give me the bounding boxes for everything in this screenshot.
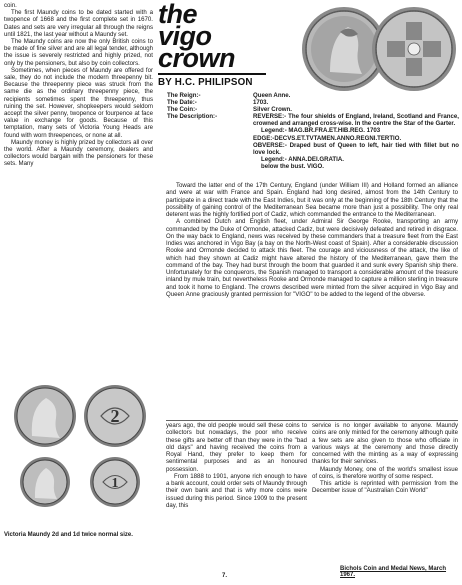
spec-desc-line: EDGE:-DECVS.ET.TVTAMEN.ANNO.REGNI.TERTIO. (253, 134, 402, 142)
spec-desc-line: OBVERSE:- Draped bust of Queen to left, hair tied with fillet but no love lock. (253, 141, 459, 156)
maundy-1d-obverse (20, 457, 70, 507)
maundy-2d-obverse (14, 385, 76, 447)
maundy-1d-reverse (90, 457, 140, 507)
column-paragraph: This article is reprinted with permission from the December issue of "Australian Coin World" (312, 480, 458, 495)
article-paragraph: A combined Dutch and English fleet, under Admiral Sir George Rooke, transporting an army commanded by the Duke of Ormonde, attacked Cadiz, but were decisively defeated and retired in disgrace. On the way back to England, news was received by these commanders that a treasure fleet from the East Indies was anchored in Vigo Bay (a bay on the North-West coast of Spain). After a considerable discussion Rooke and Ormonde decided to attack this fleet. The courage and viciousness of the attack, the like of which had they shown at Cadiz might have altered the history of the Mediterranean, gave them the command of the bay. They had burst through the boom that guarded it and sunk every Spanish ship there. Unfortunately for the conquerors, the Spanish managed to transport a considerable amount of the treasure inland by mule train, but nevertheless Rooke and Ormonde managed to capture a million sterling in treasure and took it home to England. The crowns described were minted from the silver acquired in Vigo Bay and Queen Anne graciously granted permission for "VIGO" to be added to the legend of the obverse. (166, 218, 458, 298)
column-paragraph: service is no longer available to anyone. Maundy coins are only minted for the ceremony although quite a few sets are also given to those who officiate in various ways at the ceremony and those directly concerned with the minting as a way of expressing thanks for their services. (312, 422, 458, 466)
spec-desc-line: Legend:- ANNA.DEI.GRATIA. (261, 155, 344, 163)
vigo-crown-coin-image (300, 2, 458, 96)
section-divider (166, 420, 458, 421)
image-caption: Victoria Maundy 2d and 1d twice normal size. (4, 532, 133, 538)
spec-description-label: The Description:- (167, 113, 218, 121)
svg-text:2: 2 (110, 406, 120, 426)
maundy-2d-reverse (84, 385, 146, 447)
title-line-2: vigo (158, 21, 212, 51)
column-paragraph: years ago, the old people would sell these coins to collectors but nowadays, the poor who receive these gifts are better off than they were in the "bad old days" and having received the coins from a Royal Hand, they prefer to keep them for sentimental purposes and as an honoured possession. (166, 422, 307, 473)
spec-reign-row (167, 92, 459, 99)
article-paragraph: Toward the latter end of the 17th Century, England (under William III) and Holland formed an alliance and were at war with France and Spain. England had long desired, almost from the 14th Century to participate in a direct trade with the East Indies, but it was only at the beginning of the 18th Century that the possibility of gaining control of the Mediterranean Sea became more than just a possibility. The only real deterent was the highly fortified port of Cadiz, which commanded the entrance to the Mediterranean. (166, 182, 458, 218)
bottom-right-column (312, 422, 458, 495)
spec-date-label: The Date:- (167, 99, 197, 107)
column-paragraph: The Maundy coins are now the only British coins to be made of fine silver and are all legal tender, although the issue is severely restricted and highly prized, not only by the pensioners, but also by coin collectors. (4, 38, 153, 67)
spec-date-value: 1703. (253, 99, 269, 107)
spec-desc-line: REVERSE:- The four shields of England, Ireland, Scotland and France, crowned and arranged cross-wise. In the centre the Star of the Garter. (253, 113, 459, 128)
spec-coin-row (167, 106, 459, 113)
column-paragraph: coin. (4, 2, 17, 9)
article-body (166, 182, 458, 298)
column-paragraph: Maundy money is highly prized by collectors all over the world. After a Maundy ceremony, dealers and collectors would bargain with the pensioners for these sets. Many (4, 138, 153, 168)
byline-rule (158, 73, 266, 75)
spec-description-value (253, 113, 459, 170)
page-number: 7. (222, 573, 228, 579)
spec-desc-line: below the bust. VIGO. (261, 162, 324, 170)
title-line-1: the (158, 0, 197, 29)
column-paragraph: From 1888 to 1901, anyone rich enough to have a bank account, could order sets of Maundy through their own bank and that is why more coins were issued during this period. Since 1909 to the present day, this (166, 472, 307, 509)
column-paragraph: The first Maundy coins to be dated started with a twopence of 1668 and the first complete set in 1670. Dates and sets are very irregular all through the reigns until 1821, the last year without a Maundy set. (4, 9, 153, 38)
title-line-3: crown (158, 43, 236, 73)
spec-reign-value: Queen Anne. (253, 92, 291, 99)
byline: BY H.C. PHILIPSON (158, 77, 253, 88)
source-credit: Bichols Coin and Medal News, March 1967. (340, 566, 447, 578)
article-title (158, 0, 268, 73)
coin-reverse-image (372, 7, 456, 91)
svg-text:1: 1 (111, 476, 119, 491)
spec-coin-label: The Coin:- (167, 106, 198, 114)
maundy-coins-image (8, 378, 154, 518)
spec-date-row (167, 99, 459, 106)
coin-specification (167, 92, 459, 170)
left-column (4, 2, 153, 168)
spec-coin-value: Silver Crown. (253, 106, 292, 114)
spec-description-row (167, 113, 459, 170)
column-paragraph: Sometimes, when pieces of Maundy are offered for sale, they do not include the modern threepenny bit. Because the threepenny piece was struck from the same die as the ordinary threepenny piece, the recipients sometimes spent the threepenny, thus ruining the set. However, shopkeepers would seldom accept the silver penny, twopence or fourpence at face value in exchange for goods. Because of this temptation, many sets of Victoria Young Heads are found with worn threepences, or none at all. (4, 66, 153, 139)
spec-reign-label: The Reign:- (167, 92, 201, 99)
bottom-left-column (166, 422, 307, 509)
spec-desc-line: Legend:- MAG.BR.FRA.ET.HIB.REG. 1703 (261, 127, 381, 135)
column-paragraph: Maundy Money, one of the world's smallest issue of coins, is therefore worthy of some respect. (312, 465, 458, 480)
